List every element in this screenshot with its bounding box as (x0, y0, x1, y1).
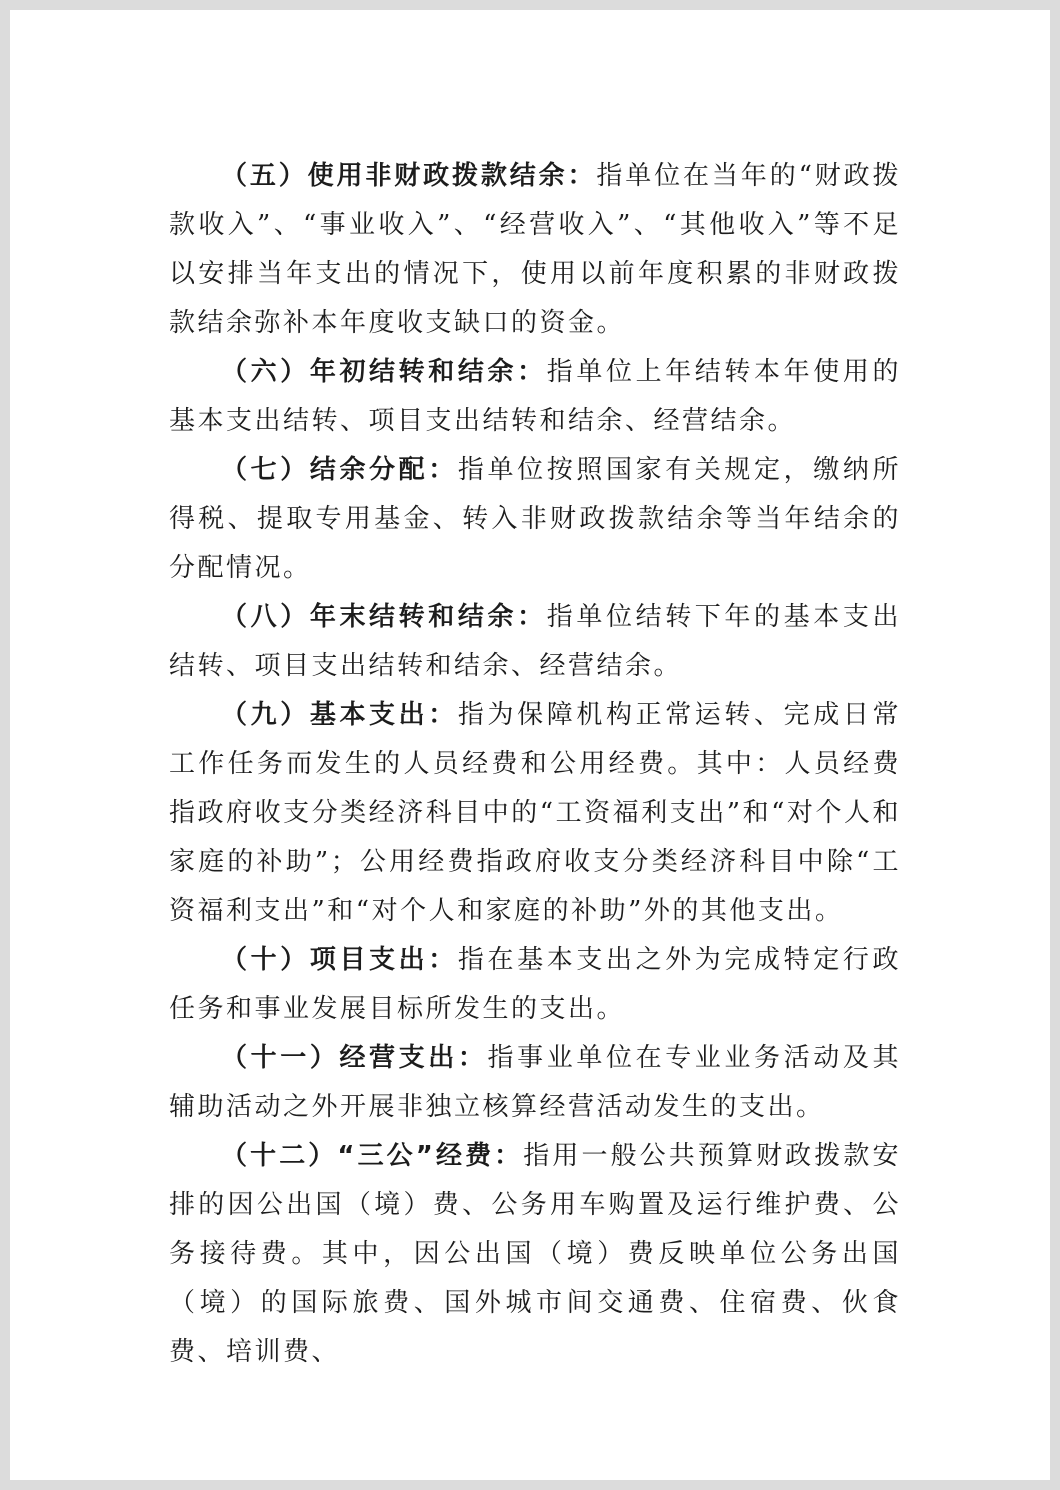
paragraph-12 (169, 1132, 901, 1377)
paragraph-11 (169, 1034, 901, 1132)
paragraph-heading: （六）年初结转和结余： (221, 357, 547, 387)
paragraph-9 (169, 691, 901, 936)
paragraph-text: 指在基本支出之外为完成特定行政任务和事业发展目标所发生的支出。 (169, 945, 901, 1024)
paragraph-heading: （五）使用非财政拨款结余： (221, 161, 597, 191)
paragraph-heading: （八）年末结转和结余： (221, 602, 547, 632)
paragraph-text: 指为保障机构正常运转、完成日常工作任务而发生的人员经费和公用经费。其中：人员经费指政府收支分类经济科目中的“工资福利支出”和“对个人和家庭的补助”；公用经费指政府收支分类经济科目中除“工资福利支出”和“对个人和家庭的补助”外的其他支出。 (169, 700, 901, 926)
paragraph-text: 指单位在当年的“财政拨款收入”、“事业收入”、“经营收入”、“其他收入”等不足以安排当年支出的情况下，使用以前年度积累的非财政拨款结余弥补本年度收支缺口的资金。 (169, 161, 901, 338)
paragraph-heading: （十一）经营支出： (221, 1043, 488, 1073)
paragraph-heading: （十二）“三公”经费： (221, 1141, 524, 1171)
paragraph-10 (169, 936, 901, 1034)
paragraph-heading: （七）结余分配： (221, 455, 458, 485)
paragraph-7 (169, 446, 901, 593)
paragraph-text: 指单位按照国家有关规定，缴纳所得税、提取专用基金、转入非财政拨款结余等当年结余的分配情况。 (169, 455, 901, 583)
paragraph-heading: （九）基本支出： (221, 700, 458, 730)
paragraph-heading: （十）项目支出： (221, 945, 458, 975)
paragraph-text: 指事业单位在专业业务活动及其辅助活动之外开展非独立核算经营活动发生的支出。 (169, 1043, 901, 1122)
paragraph-text: 指单位上年结转本年使用的基本支出结转、项目支出结转和结余、经营结余。 (169, 357, 901, 436)
document-body (169, 152, 901, 1377)
paragraph-text: 指用一般公共预算财政拨款安排的因公出国（境）费、公务用车购置及运行维护费、公务接待费。其中，因公出国（境）费反映单位公务出国（境）的国际旅费、国外城市间交通费、住宿费、伙食费、培训费、 (169, 1141, 901, 1367)
paragraph-text: 指单位结转下年的基本支出结转、项目支出结转和结余、经营结余。 (169, 602, 901, 681)
paragraph-6 (169, 348, 901, 446)
paragraph-5 (169, 152, 901, 348)
document-page (10, 10, 1050, 1480)
paragraph-8 (169, 593, 901, 691)
